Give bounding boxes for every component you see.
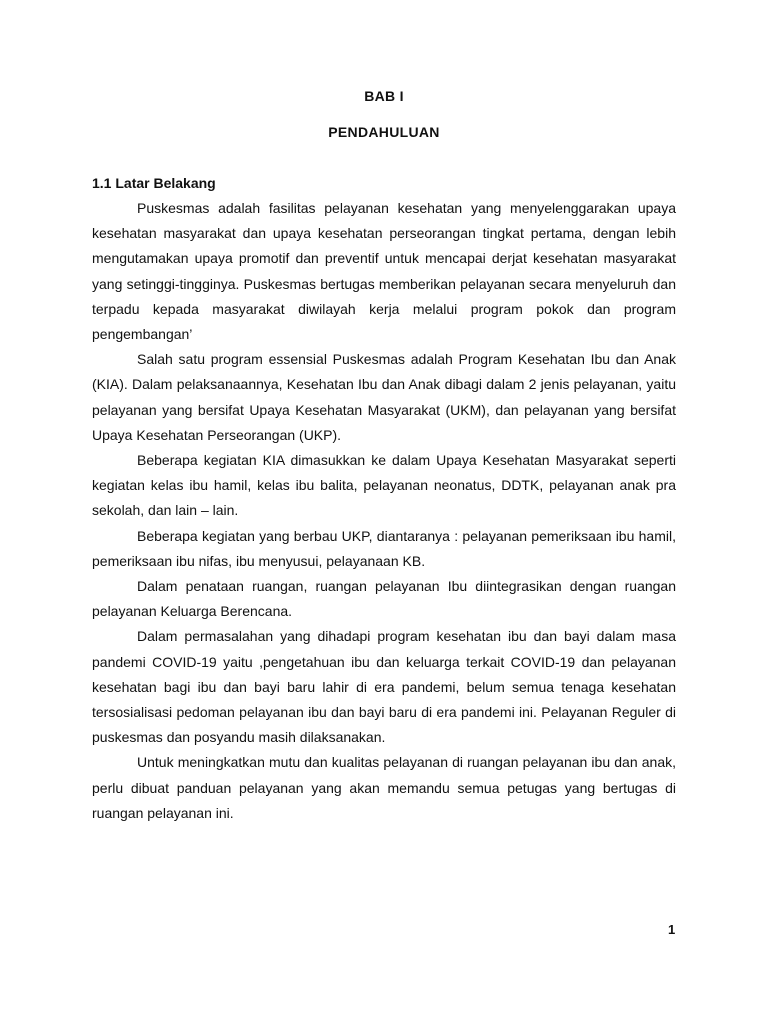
paragraph: Salah satu program essensial Puskesmas adalah Program Kesehatan Ibu dan Anak (KIA). Dalam pelaksanaannya, Kesehatan Ibu dan Anak dibagi dalam 2 jenis pelayanan, yaitu pelayanan yang bersifat Upaya Kesehatan Masyarakat (UKM), dan pelayanan yang bersifat Upaya Kesehatan Perseorangan (UKP). — [92, 351, 676, 443]
paragraph: Dalam penataan ruangan, ruangan pelayanan Ibu diintegrasikan dengan ruangan pelayanan Keluarga Berencana. — [92, 578, 676, 620]
paragraph: Beberapa kegiatan yang berbau UKP, diantaranya : pelayanan pemeriksaan ibu hamil, pemeriksaan ibu nifas, ibu menyusui, pelayanaan KB. — [92, 527, 676, 569]
section-heading: 1.1 Latar Belakang — [92, 175, 216, 191]
paragraph: Puskesmas adalah fasilitas pelayanan kesehatan yang menyelenggarakan upaya kesehatan masyarakat dan upaya kesehatan perseorangan tingkat pertama, dengan lebih mengutamakan upaya promotif dan preventif untuk mencapai derjat kesehatan masyarakat yang setinggi-tingginya. Puskesmas bertugas memberikan pelayanan secara menyeluruh dan terpadu kepada masyarakat diwilayah kerja melalui program pokok dan program pengembangan’ — [92, 200, 676, 343]
paragraph: Dalam permasalahan yang dihadapi program kesehatan ibu dan bayi dalam masa pandemi COVID-19 yaitu ,pengetahuan ibu dan keluarga terkait COVID-19 dan pelayanan kesehatan bagi ibu dan bayi baru lahir di era pandemi, belum semua tenaga kesehatan tersosialisasi pedoman pelayanan ibu dan bayi baru di era pandemi ini. Pelayanan Reguler di puskesmas dan posyandu masih dilaksanakan. — [92, 628, 676, 746]
chapter-title: PENDAHULUAN — [328, 124, 440, 140]
body-text — [92, 196, 676, 826]
page-number: 1 — [668, 922, 676, 937]
paragraph: Untuk meningkatkan mutu dan kualitas pelayanan di ruangan pelayanan ibu dan anak, perlu dibuat panduan pelayanan yang akan memandu semua petugas yang bertugas di ruangan pelayanan ini. — [92, 754, 676, 821]
chapter-number: BAB I — [364, 88, 404, 104]
paragraph: Beberapa kegiatan KIA dimasukkan ke dalam Upaya Kesehatan Masyarakat seperti kegiatan kelas ibu hamil, kelas ibu balita, pelayanan neonatus, DDTK, pelayanan anak pra sekolah, dan lain – lain. — [92, 452, 676, 519]
